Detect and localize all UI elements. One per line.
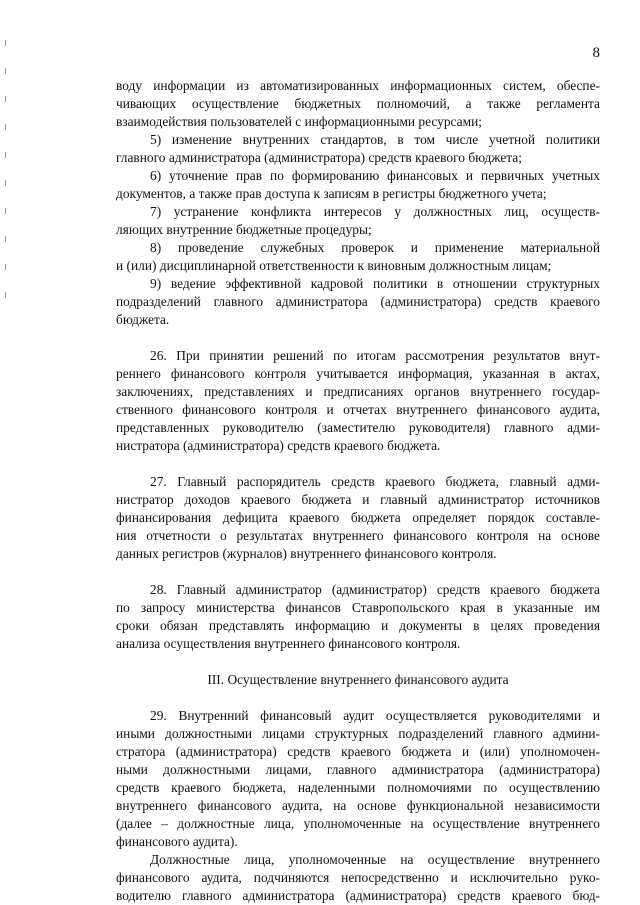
scan-mark [5,96,6,102]
text-line: (далее – должностные лица, уполномоченные на осуществление внутреннего [116,816,600,831]
scan-mark [5,236,6,242]
text-line: 27. Главный распорядитель средств краевого бюджета, главный адми- [150,474,600,489]
paragraph-gap [116,563,600,581]
text-line: анализа осуществления внутреннего финансового контроля. [116,636,461,651]
paragraph-gap [116,653,600,671]
text-line: заключениях, представлениях и предписаниях органов внутреннего государ- [116,384,600,399]
text-line: 6) уточнение прав по формированию финансовых и первичных учетных [150,168,600,183]
paragraph-gap [116,455,600,473]
paragraph-gap [116,329,600,347]
paragraph [116,167,600,203]
text-line: подразделений главного администратора (администратора) средств краевого [116,294,600,309]
paragraph [116,851,600,905]
text-line: ляющих внутренние бюджетные процедуры; [116,222,372,237]
scan-mark [5,208,6,214]
text-line: воду информации из автоматизированных информационных систем, обеспе- [116,78,600,93]
text-line: 29. Внутренний финансовый аудит осуществляется руководителями и [150,708,600,723]
text-line: чивающих осуществление бюджетных полномочий, а также регламента [116,96,600,111]
scan-mark [5,124,6,130]
text-line: иными должностными лицами структурных подразделений главного админи- [116,726,600,741]
paragraph [116,239,600,275]
scan-margin-marks [4,40,8,340]
paragraph [116,77,600,131]
text-line: реннего финансового контроля учитывается информация, указанная в актах, [116,366,600,381]
text-line: документов, а также прав доступа к записям в регистры бюджетного учета; [116,186,547,201]
text-line: финансового аудита). [116,834,238,849]
text-line: 8) проведение служебных проверок и применение материальной [150,240,600,255]
paragraph [116,347,600,455]
text-line: ственного финансового контроля и отчетах внутреннего финансового аудита, [116,402,600,417]
scan-mark [5,68,6,74]
text-line: ными должностными лицами, главного администратора (администратора) [116,762,600,777]
text-line: Должностные лица, уполномоченные на осуществление внутреннего [150,852,600,867]
scan-mark [5,40,6,46]
text-line: 9) ведение эффективной кадровой политики в отношении структурных [150,276,600,291]
text-line: данных регистров (журналов) внутреннего финансового контроля. [116,546,497,561]
page-number: 8 [592,45,600,61]
text-line: внутреннего финансового аудита, на основе функциональной независимости [116,798,600,813]
scan-mark [5,264,6,270]
paragraph [116,473,600,563]
text-line: водителю главного администратора (администратора) средств краевого бюд- [116,888,600,903]
scan-mark [5,152,6,158]
paragraph [116,203,600,239]
paragraph [116,581,600,653]
text-line: представленных руководителю (заместителю руководителя) главного адми- [116,420,600,435]
text-line: главного администратора (администратора) средств краевого бюджета; [116,150,522,165]
text-line: стратора (администратора) средств краевого бюджета и (или) уполномочен- [116,744,600,759]
text-line: нистратор доходов краевого бюджета и главный администратор источников [116,492,600,507]
scan-mark [5,292,6,298]
paragraph [116,707,600,851]
paragraph-gap [116,689,600,707]
text-line: 26. При принятии решений по итогам рассмотрения результатов внут- [150,348,600,363]
text-line: взаимодействия пользователей с информационными ресурсами; [116,114,482,129]
paragraph [116,131,600,167]
text-line: сроки обязан представлять информацию и документы в целях проведения [116,618,600,633]
text-line: 5) изменение внутренних стандартов, в том числе учетной политики [150,132,600,147]
text-line: ния отчетности о результатах внутреннего финансового контроля на основе [116,528,600,543]
text-line: нистратора (администратора) средств краевого бюджета. [116,438,441,453]
document-body [116,77,600,905]
text-line: бюджета. [116,312,170,327]
scan-mark [5,180,6,186]
section-heading: III. Осуществление внутреннего финансового аудита [207,672,509,687]
text-line: по запросу министерства финансов Ставропольского края в указанные им [116,600,600,615]
text-line: 7) устранение конфликта интересов у должностных лиц, осуществ- [150,204,600,219]
paragraph [116,275,600,329]
text-line: финансирования дефицита краевого бюджета определяет порядок составле- [116,510,600,525]
text-line: 28. Главный администратор (администратор) средств краевого бюджета [150,582,600,597]
text-line: финансового аудита, подчиняются непосредственно и исключительно руко- [116,870,600,885]
text-line: и (или) дисциплинарной ответственности к виновным должностным лицам; [116,258,552,273]
text-line: средств краевого бюджета, наделенными полномочиями по осуществлению [116,780,600,795]
